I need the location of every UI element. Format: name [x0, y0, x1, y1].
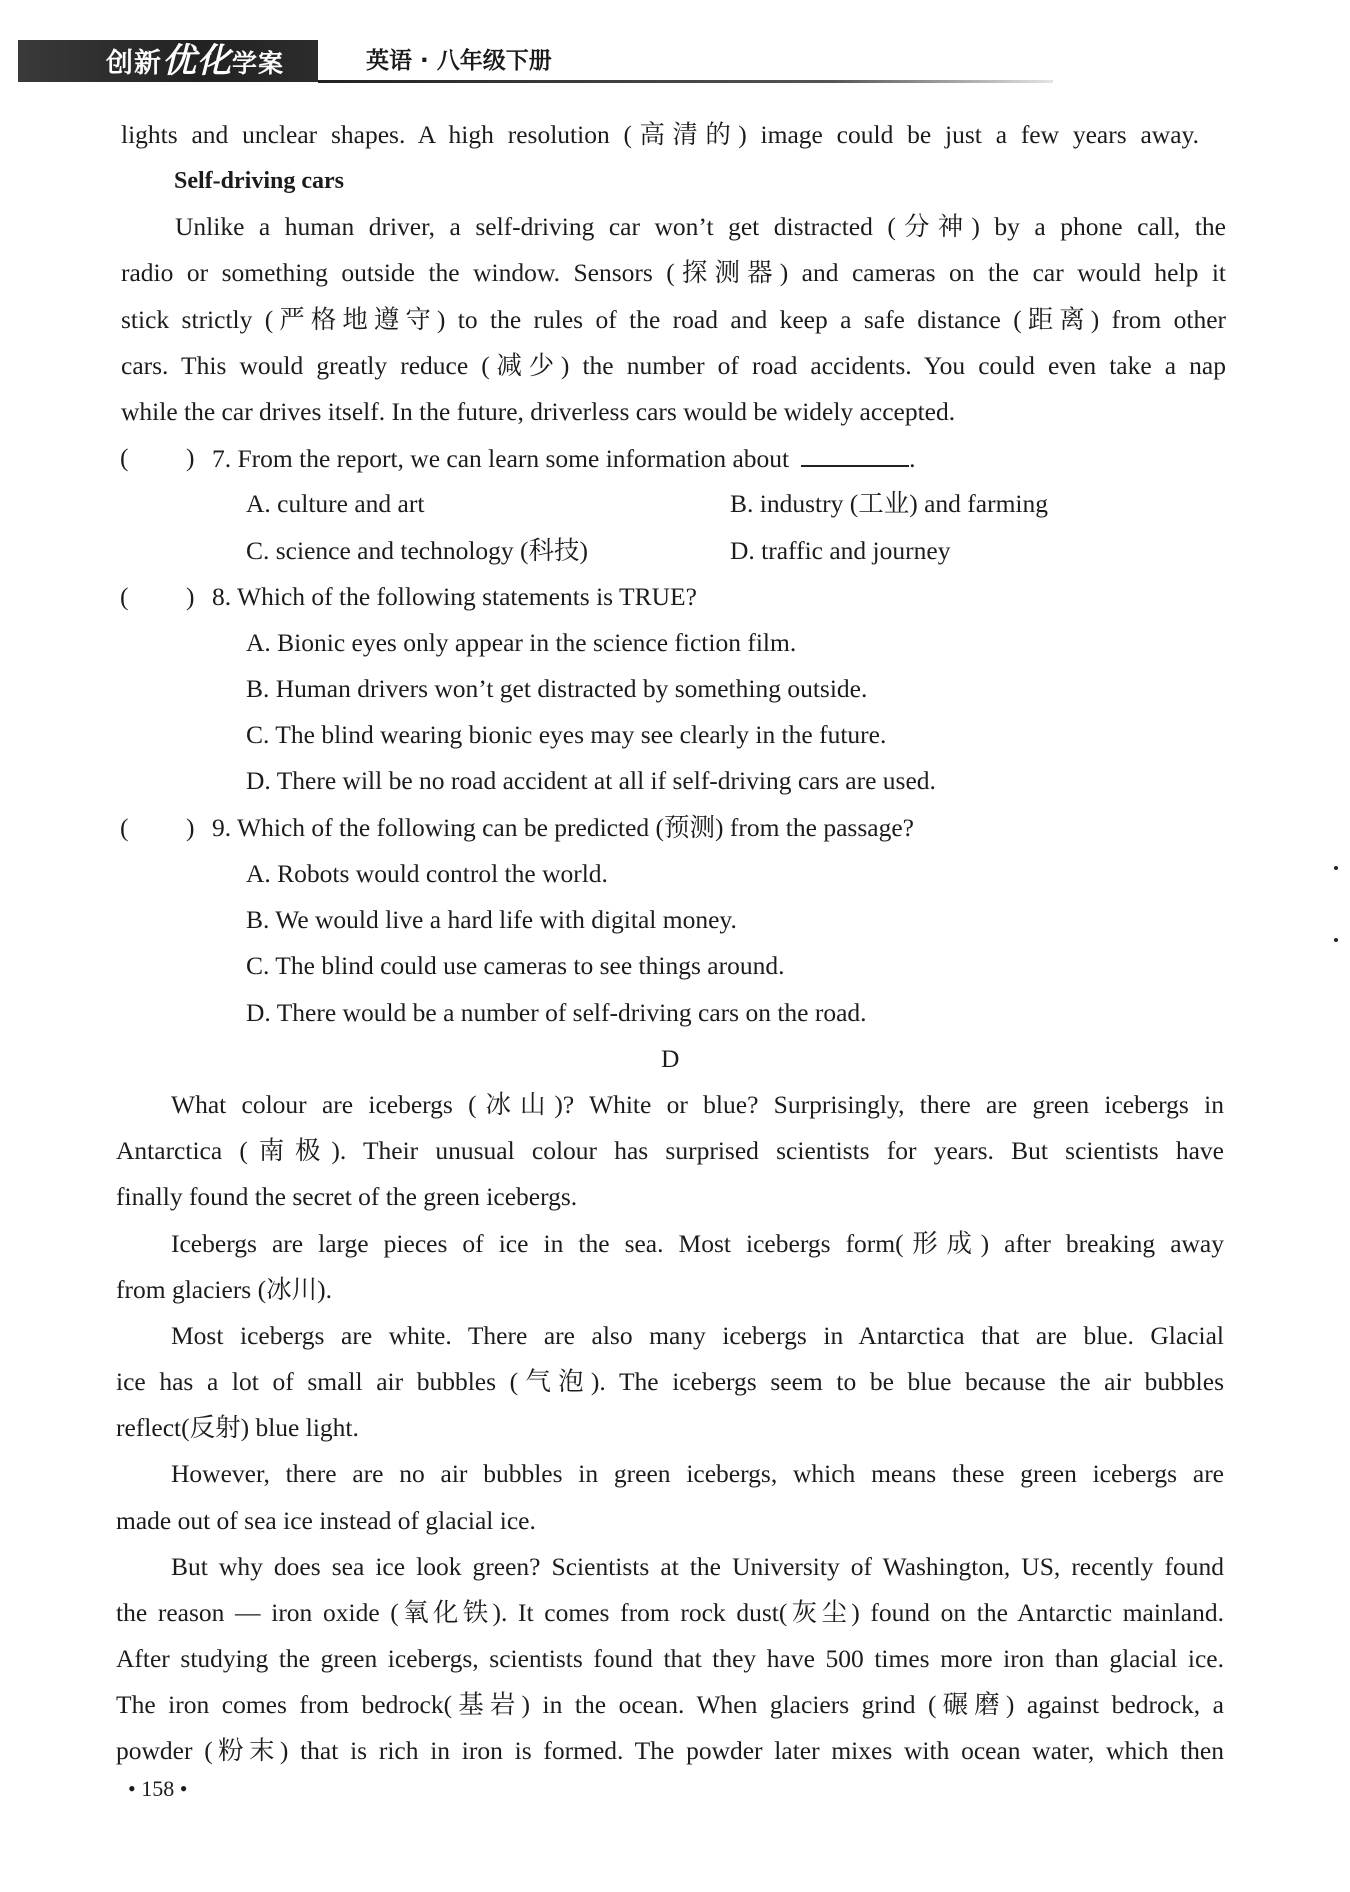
option-8c: C. The blind wearing bionic eyes may see clearly in the future. [246, 720, 887, 749]
section-letter: D [661, 1044, 680, 1073]
text-line: powder (粉末) that is rich in iron is formed. The powder later mixes with ocean water, which then [116, 1736, 1224, 1765]
option-7d: D. traffic and journey [730, 536, 951, 565]
text-line: What colour are icebergs (冰山)? White or blue? Surprisingly, there are green icebergs in [171, 1090, 1224, 1119]
question-9: 9. Which of the following can be predicted (预测) from the passage? [212, 813, 914, 842]
option-9a: A. Robots would control the world. [246, 859, 608, 888]
answer-paren-right: ) [186, 813, 195, 842]
brand-text-1: 创新 [106, 48, 162, 79]
option-9c: C. The blind could use cameras to see things around. [246, 951, 785, 980]
text-line: from glaciers (冰川). [116, 1275, 332, 1304]
text-line: ice has a lot of small air bubbles (气泡). The icebergs seem to be blue because the air bubbles [116, 1367, 1224, 1396]
option-8a: A. Bionic eyes only appear in the science fiction film. [246, 628, 797, 657]
text-line: After studying the green icebergs, scientists found that they have 500 times more iron than glacial ice. [116, 1644, 1224, 1673]
text-line: reflect(反射) blue light. [116, 1413, 359, 1442]
text-line: The iron comes from bedrock(基岩) in the ocean. When glaciers grind (碾磨) against bedrock, a [116, 1690, 1224, 1719]
option-8b: B. Human drivers won’t get distracted by something outside. [246, 674, 868, 703]
answer-blank[interactable] [801, 441, 909, 467]
question-text: 7. From the report, we can learn some information about [212, 444, 790, 473]
text-line: while the car drives itself. In the future, driverless cars would be widely accepted. [121, 397, 956, 426]
page-header [18, 40, 1038, 86]
option-8d: D. There will be no road accident at all if self-driving cars are used. [246, 766, 936, 795]
option-9d: D. There would be a number of self-driving cars on the road. [246, 998, 867, 1027]
text-line: Most icebergs are white. There are also many icebergs in Antarctica that are blue. Glacial [171, 1321, 1224, 1350]
text-line: Icebergs are large pieces of ice in the sea. Most icebergs form(形成) after breaking away [171, 1229, 1224, 1258]
brand-logo [18, 40, 318, 82]
text-line: the reason — iron oxide (氧化铁). It comes from rock dust(灰尘) found on the Antarctic mainland. [116, 1598, 1224, 1627]
brand-text-3: 学案 [232, 49, 285, 78]
margin-mark [1334, 938, 1338, 942]
subject-title: 英语 · 八年级下册 [366, 48, 552, 74]
text-line: cars. This would greatly reduce (减少) the number of road accidents. You could even take a nap [121, 351, 1226, 380]
section-heading: Self-driving cars [174, 168, 344, 194]
question-end: . [909, 444, 916, 473]
margin-mark [1334, 866, 1338, 870]
answer-paren-right: ) [186, 582, 195, 611]
question-8: 8. Which of the following statements is TRUE? [212, 582, 697, 611]
answer-paren-left: ( [120, 443, 129, 472]
answer-paren-right: ) [186, 443, 195, 472]
text-line: But why does sea ice look green? Scientists at the University of Washington, US, recently found [171, 1552, 1224, 1581]
header-rule [318, 80, 1053, 83]
text-line: made out of sea ice instead of glacial ice. [116, 1506, 536, 1535]
option-7a: A. culture and art [246, 489, 425, 518]
brand-text-2: 优化 [162, 41, 232, 81]
text-line: stick strictly (严格地遵守) to the rules of the road and keep a safe distance (距离) from other [121, 305, 1226, 334]
text-line: radio or something outside the window. Sensors (探测器) and cameras on the car would help it [121, 258, 1226, 287]
answer-paren-left: ( [120, 813, 129, 842]
answer-paren-left: ( [120, 582, 129, 611]
text-line: finally found the secret of the green icebergs. [116, 1182, 578, 1211]
option-7c: C. science and technology (科技) [246, 536, 589, 565]
option-9b: B. We would live a hard life with digital money. [246, 905, 737, 934]
question-7 [212, 441, 916, 476]
page-number: • 158 • [128, 1776, 188, 1801]
text-line: Unlike a human driver, a self-driving car won’t get distracted (分神) by a phone call, the [175, 212, 1226, 241]
text-line: However, there are no air bubbles in green icebergs, which means these green icebergs are [171, 1459, 1224, 1488]
text-line: Antarctica (南极). Their unusual colour has surprised scientists for years. But scientists have [116, 1136, 1224, 1165]
text-line: lights and unclear shapes. A high resolution (高清的) image could be just a few years away. [121, 120, 1199, 149]
option-7b: B. industry (工业) and farming [730, 489, 1048, 518]
